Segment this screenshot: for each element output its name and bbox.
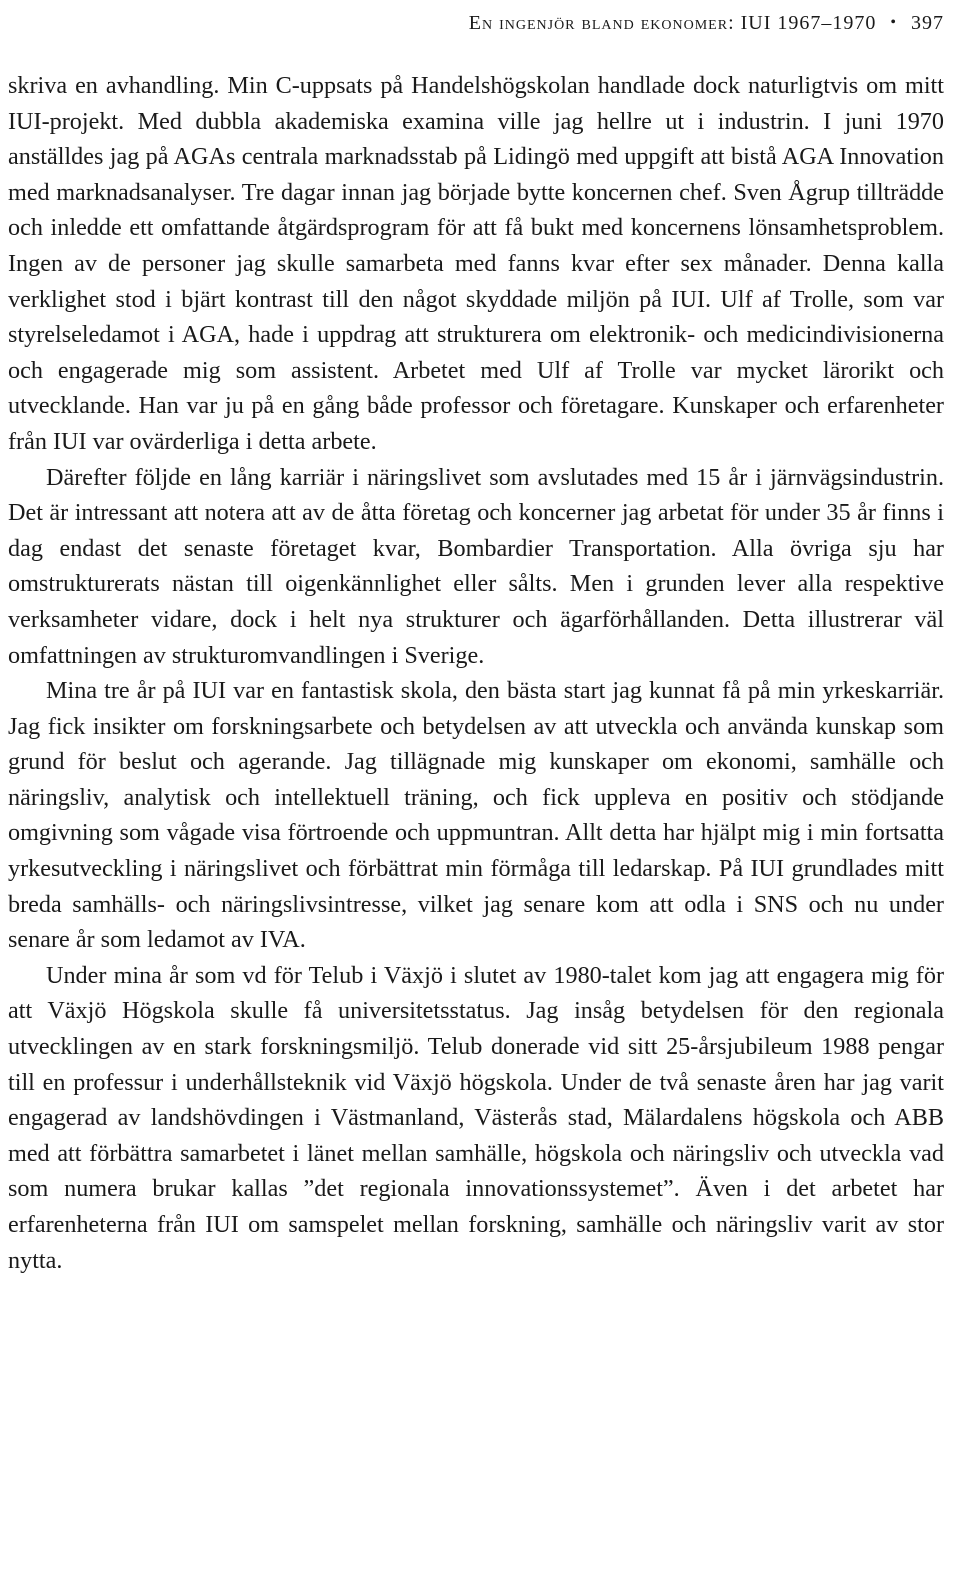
running-header [8,0,944,42]
paragraph-2: Därefter följde en lång karriär i näringslivet som avslutades med 15 år i järnvägsindustrin. Det är intressant att notera att av de åtta företag och koncerner jag arbetat för under 35 år finns i dag endast det senaste företaget kvar, Bombardier Transportation. Alla övriga sju har omstrukturerats nästan till oigenkännlighet eller sålts. Men i grunden lever alla respektive verksamheter vidare, dock i helt nya strukturer och ägarförhållanden. Detta illustrerar väl omfattningen av strukturomvandlingen i Sverige. [8,463,944,669]
paragraph-1: skriva en avhandling. Min C-uppsats på Handelshögskolan handlade dock naturligtvis om mitt IUI-projekt. Med dubbla akademiska examina ville jag hellre ut i industrin. I juni 1970 anställdes jag på AGAs centrala marknadsstab på Lidingö med uppgift att bistå AGA Innovation med marknadsanalyser. Tre dagar innan jag började bytte koncernen chef. Sven Ågrup tillträdde och inledde ett omfattande åtgärdsprogram för att få bukt med koncernens lönsamhetsproblem. Ingen av de personer jag skulle samarbeta med fanns kvar efter sex månader. Denna kalla verklighet stod i bjärt kontrast till den något skyddade miljön på IUI. Ulf af Trolle, som var styrelseledamot i AGA, hade i uppdrag att strukturera om elektronik- och medicindivisionerna och engagerade mig som assistent. Arbetet med Ulf af Trolle var mycket lärorikt och utvecklande. Han var ju på en gång både professor och företagare. Kunskaper och erfarenheter från IUI var ovärderliga i detta arbete. [8,72,944,455]
running-title: En ingenjör bland ekonomer: IUI 1967–1970 [468,11,877,34]
paragraph-3: Mina tre år på IUI var en fantastisk skola, den bästa start jag kunnat få på min yrkeskarriär. Jag fick insikter om forskningsarbete och betydelsen av att utveckla och använda kunskap som grund för beslut och agerande. Jag tillägnade mig kunskaper om ekonomi, samhälle och näringsliv, analytisk och intellektuell träning, och fick uppleva en positiv och stödjande omgivning som vågade visa förtroende och uppmuntran. Allt detta har hjälpt mig i min fortsatta yrkesutveckling i näringslivet och förbättrat min förmåga till ledarskap. På IUI grundlades mitt breda samhälls- och näringslivsintresse, vilket jag senare kom att odla i SNS och nu under senare år som ledamot av IVA. [8,677,944,954]
page-number: 397 [911,11,944,34]
body-text [8,68,944,1278]
paragraph-4: Under mina år som vd för Telub i Växjö i slutet av 1980-talet kom jag att engagera mig för att Växjö Högskola skulle få universitetsstatus. Jag insåg betydelsen för den regionala utvecklingen av en stark forskningsmiljö. Telub donerade vid sitt 25-årsjubileum 1988 pengar till en professur i underhållsteknik vid Växjö högskola. Under de två senaste åren har jag varit engagerad av landshövdingen i Västmanland, Västerås stad, Mälardalens högskola och ABB med att förbättra samarbetet i länet mellan samhälle, högskola och näringsliv och utveckla vad som numera brukar kallas ”det regionala innovationssystemet”. Även i det arbetet har erfarenheterna från IUI om samspelet mellan forskning, samhälle och näringsliv varit av stor nytta. [8,961,944,1274]
header-bullet: • [890,14,897,31]
book-page [8,0,944,1278]
